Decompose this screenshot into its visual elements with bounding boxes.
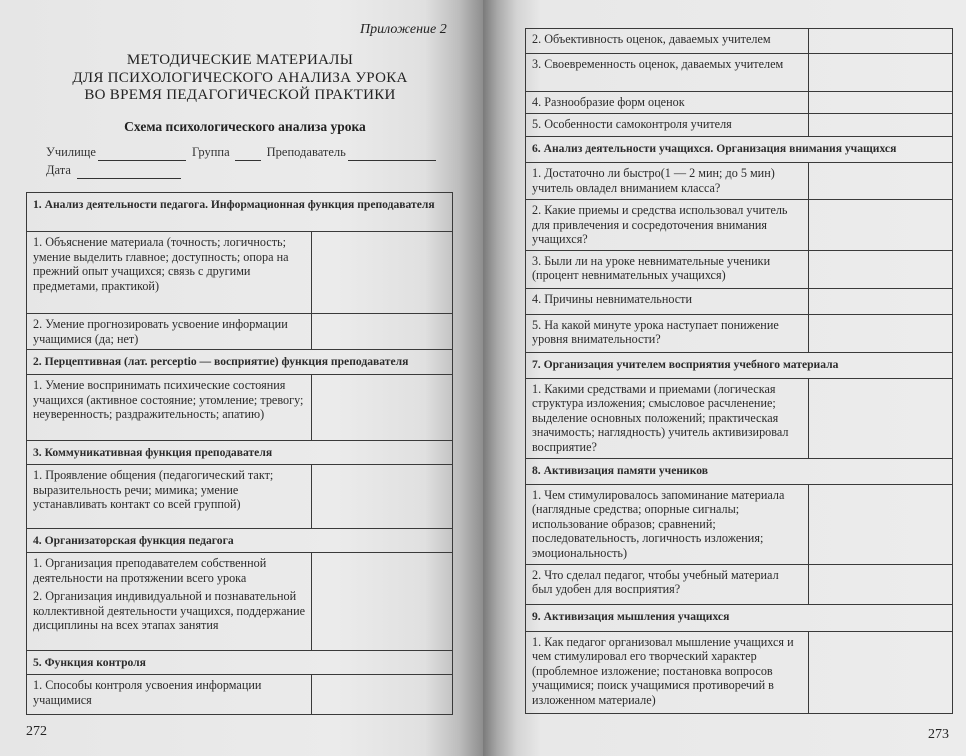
criterion-text: 2. Умение прогнозировать усвоение информации учащимися (да; нет) (27, 314, 312, 350)
section-9-heading: 9. Активизация мышления учащихся (526, 604, 953, 631)
table-row (27, 232, 453, 314)
answer-cell[interactable] (809, 288, 953, 314)
answer-cell[interactable] (312, 675, 453, 715)
section-heading-row (27, 350, 453, 375)
date-field[interactable] (77, 166, 181, 179)
criterion-text: 3. Своевременность оценок, даваемых учителем (526, 54, 809, 92)
field-row-2 (46, 161, 442, 179)
table-row (27, 675, 453, 715)
section-heading-row (526, 352, 953, 378)
criterion-text: 1. Как педагог организовал мышление учащихся и чем стимулировал его творческий характер (проблемное изложение; постановка вопросов учащимися; поиск учащимися противоречий в изложенном материале) (526, 631, 809, 713)
answer-cell[interactable] (809, 54, 953, 92)
analysis-table-right (525, 28, 953, 714)
criterion-text: 1. Умение воспринимать психические состояния учащихся (активное состояние; утомление; тревогу; неуверенность; раздражительность; апатию) (27, 375, 312, 441)
answer-cell[interactable] (312, 375, 453, 441)
section-5-heading: 5. Функция контроля (27, 651, 453, 675)
group-label: Группа (191, 145, 230, 159)
table-row (526, 200, 953, 251)
section-heading-row (27, 193, 453, 232)
field-row-1 (46, 143, 442, 161)
appendix-label: Приложение 2 (360, 22, 447, 37)
group-field[interactable] (235, 148, 261, 161)
criterion-text: 2. Организация индивидуальной и познавательной коллективной деятельности учащихся, поддержание дисциплины на всех этапах занятия (33, 589, 306, 632)
criterion-text: 1. Объяснение материала (точность; логичность; умение выделить главное; доступность; опора на прежний опыт учащихся; связь с другими предметами, практикой) (27, 232, 312, 314)
date-label: Дата (46, 163, 71, 177)
answer-cell[interactable] (809, 378, 953, 458)
answer-cell[interactable] (809, 29, 953, 54)
table-row (526, 92, 953, 114)
criterion-text: 5. Особенности самоконтроля учителя (526, 114, 809, 137)
criterion-text: 5. На какой минуте урока наступает понижение уровня внимательности? (526, 314, 809, 352)
answer-cell[interactable] (809, 163, 953, 200)
table-row (526, 378, 953, 458)
answer-cell[interactable] (809, 114, 953, 137)
answer-cell[interactable] (312, 553, 453, 651)
answer-cell[interactable] (312, 232, 453, 314)
teacher-field[interactable] (348, 148, 436, 161)
criterion-text: 2. Какие приемы и средства использовал учитель для привлечения и сосредоточения внимания учащихся? (526, 200, 809, 251)
table-row (27, 314, 453, 350)
answer-cell[interactable] (809, 631, 953, 713)
section-heading-row (526, 137, 953, 163)
school-label: Училище (46, 145, 96, 159)
answer-cell[interactable] (809, 250, 953, 288)
table-row (526, 250, 953, 288)
section-heading-row (27, 441, 453, 465)
page-number-left: 272 (26, 724, 47, 739)
analysis-table-left (26, 192, 453, 715)
section-4-heading: 4. Организаторская функция педагога (27, 529, 453, 553)
section-1-heading: 1. Анализ деятельности педагога. Информационная функция преподавателя (27, 193, 453, 232)
right-page (483, 0, 966, 756)
table-row (526, 631, 953, 713)
criterion-group (27, 553, 312, 651)
section-6-heading: 6. Анализ деятельности учащихся. Организация внимания учащихся (526, 137, 953, 163)
school-field[interactable] (98, 148, 186, 161)
answer-cell[interactable] (809, 564, 953, 604)
criterion-text: 1. Организация преподавателем собственной деятельности на протяжении всего урока (33, 556, 267, 585)
table-row (27, 375, 453, 441)
teacher-label: Преподаватель (266, 145, 346, 159)
table-row (526, 484, 953, 564)
table-row (27, 553, 453, 651)
table-row (526, 314, 953, 352)
page-number-right: 273 (928, 727, 949, 742)
criterion-text: 1. Достаточно ли быстро(1 — 2 мин; до 5 мин) учитель овладел вниманием класса? (526, 163, 809, 200)
criterion-text: 2. Что сделал педагог, чтобы учебный материал был удобен для восприятия? (526, 564, 809, 604)
table-row (526, 163, 953, 200)
title-line: ДЛЯ ПСИХОЛОГИЧЕСКОГО АНАЛИЗА УРОКА (72, 69, 408, 86)
section-3-heading: 3. Коммуникативная функция преподавателя (27, 441, 453, 465)
section-heading-row (27, 529, 453, 553)
criterion-text: 1. Чем стимулировалось запоминание материала (наглядные средства; опорные сигналы; использование образов; сравнений; последовательность, логичность изложения; эмоциональность) (526, 484, 809, 564)
criterion-text: 1. Способы контроля усвоения информации учащимися (27, 675, 312, 715)
title-line: ВО ВРЕМЯ ПЕДАГОГИЧЕСКОЙ ПРАКТИКИ (84, 87, 396, 103)
table-row (27, 465, 453, 529)
section-heading-row (27, 651, 453, 675)
section-heading-row (526, 458, 953, 484)
table-row (526, 29, 953, 54)
criterion-text: 1. Какими средствами и приемами (логическая структура изложения; смысловое расчленение; выделение основных положений; практическая значимость; наглядность) учитель активизировал восприятие? (526, 378, 809, 458)
table-row (526, 564, 953, 604)
criterion-text: 4. Причины невнимательности (526, 288, 809, 314)
form-subtitle: Схема психологического анализа урока (124, 119, 366, 134)
answer-cell[interactable] (809, 484, 953, 564)
answer-cell[interactable] (809, 200, 953, 251)
answer-cell[interactable] (312, 314, 453, 350)
section-8-heading: 8. Активизация памяти учеников (526, 458, 953, 484)
criterion-text: 1. Проявление общения (педагогический такт; выразительность речи; мимика; умение устанавливать контакт со всей группой) (27, 465, 312, 529)
header-fields (46, 143, 442, 179)
section-2-heading: 2. Перцептивная (лат. perceptio — восприятие) функция преподавателя (27, 350, 453, 375)
section-heading-row (526, 604, 953, 631)
table-row (526, 288, 953, 314)
answer-cell[interactable] (312, 465, 453, 529)
title-line: МЕТОДИЧЕСКИЕ МАТЕРИАЛЫ (126, 52, 354, 68)
document-title (40, 52, 440, 105)
answer-cell[interactable] (809, 92, 953, 114)
answer-cell[interactable] (809, 314, 953, 352)
section-7-heading: 7. Организация учителем восприятия учебного материала (526, 352, 953, 378)
criterion-text: 2. Объективность оценок, даваемых учителем (526, 29, 809, 54)
criterion-text: 4. Разнообразие форм оценок (526, 92, 809, 114)
criterion-text: 3. Были ли на уроке невнимательные ученики (процент невнимательных учащихся) (526, 250, 809, 288)
table-row (526, 54, 953, 92)
table-row (526, 114, 953, 137)
